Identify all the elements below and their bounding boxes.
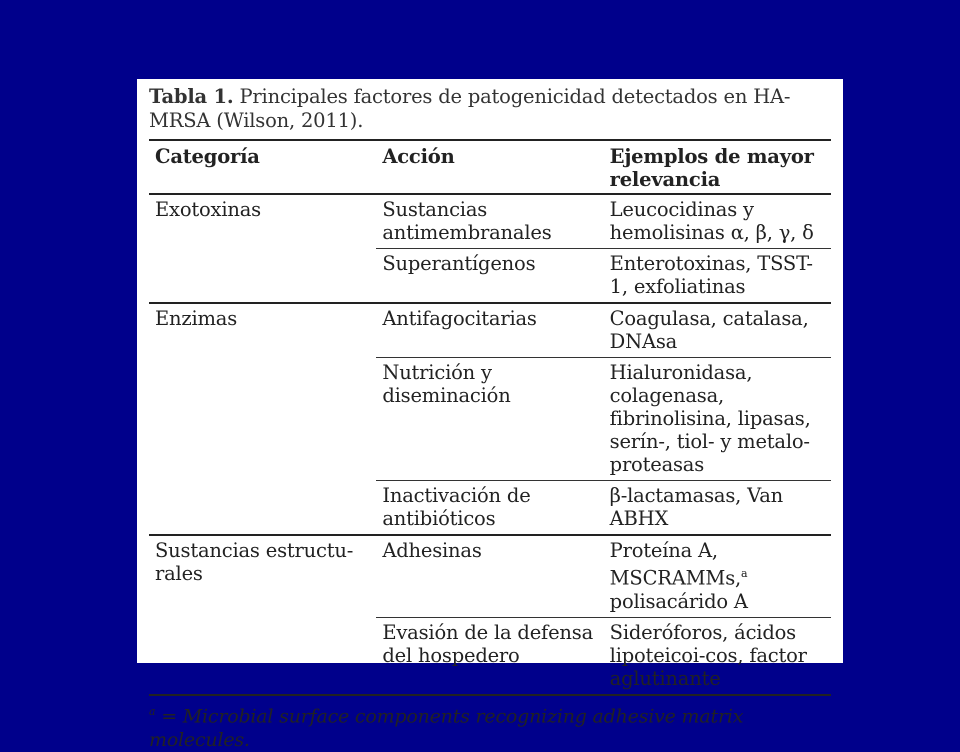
category-cell xyxy=(149,481,376,536)
category-cell: Exotoxinas xyxy=(155,198,261,221)
examples-cell: Hialuronidasa, colagenasa, fibrinolisina, lipasas, serín-, tiol- y metalo-proteasas xyxy=(604,358,831,481)
action-cell: Nutrición y diseminación xyxy=(376,358,603,481)
examples-text-tail: polisacárido A xyxy=(609,589,748,613)
table-row xyxy=(149,303,831,358)
table-row xyxy=(149,194,831,249)
action-cell: Antifagocitarias xyxy=(376,303,603,358)
table-footnote xyxy=(149,700,829,752)
caption-text: Principales factores de patogenicidad detectados en HA-MRSA (Wilson, 2011). xyxy=(149,85,791,132)
header-accion: Acción xyxy=(382,145,455,168)
examples-text: Proteína A, MSCRAMMs, xyxy=(609,539,742,590)
footnote-marker: a xyxy=(741,567,748,580)
category-cell: Enzimas xyxy=(149,303,376,358)
caption-label: Tabla 1. xyxy=(149,85,234,108)
table-row xyxy=(149,617,831,695)
category-cell xyxy=(149,358,376,481)
table-row xyxy=(149,481,831,536)
table-row xyxy=(149,249,831,304)
action-cell: Adhesinas xyxy=(376,535,603,617)
action-cell: Sustancias antimembranales xyxy=(382,198,552,244)
examples-cell: Coagulasa, catalasa, DNAsa xyxy=(604,303,831,358)
action-cell: Inactivación de antibióticos xyxy=(376,481,603,536)
category-cell xyxy=(149,617,376,695)
examples-cell xyxy=(604,535,831,617)
header-ejemplos: Ejemplos de mayor relevancia xyxy=(609,145,814,191)
table-figure xyxy=(137,79,843,751)
action-cell: Superantígenos xyxy=(376,249,603,304)
footnote-text: = Microbial surface components recognizing adhesive matrix molecules. xyxy=(149,704,744,751)
table-row xyxy=(149,535,831,617)
examples-cell: Enterotoxinas, TSST-1, exfoliatinas xyxy=(604,249,831,304)
action-cell: Evasión de la defensa del hospedero xyxy=(376,617,603,695)
examples-cell: Leucocidinas y hemolisinas α, β, γ, δ xyxy=(609,198,814,244)
category-cell xyxy=(149,249,376,304)
pathogenicity-table xyxy=(149,139,831,696)
table-header-row xyxy=(149,140,831,194)
examples-cell: β-lactamasas, Van ABHX xyxy=(604,481,831,536)
header-categoria: Categoría xyxy=(155,145,260,168)
footnote-marker: a xyxy=(149,704,156,718)
table-caption xyxy=(149,85,829,133)
category-cell: Sustancias estructu-rales xyxy=(149,535,376,617)
table-row xyxy=(149,358,831,481)
examples-cell: Sideróforos, ácidos lipoteicoi-cos, factor aglutinante xyxy=(604,617,831,695)
